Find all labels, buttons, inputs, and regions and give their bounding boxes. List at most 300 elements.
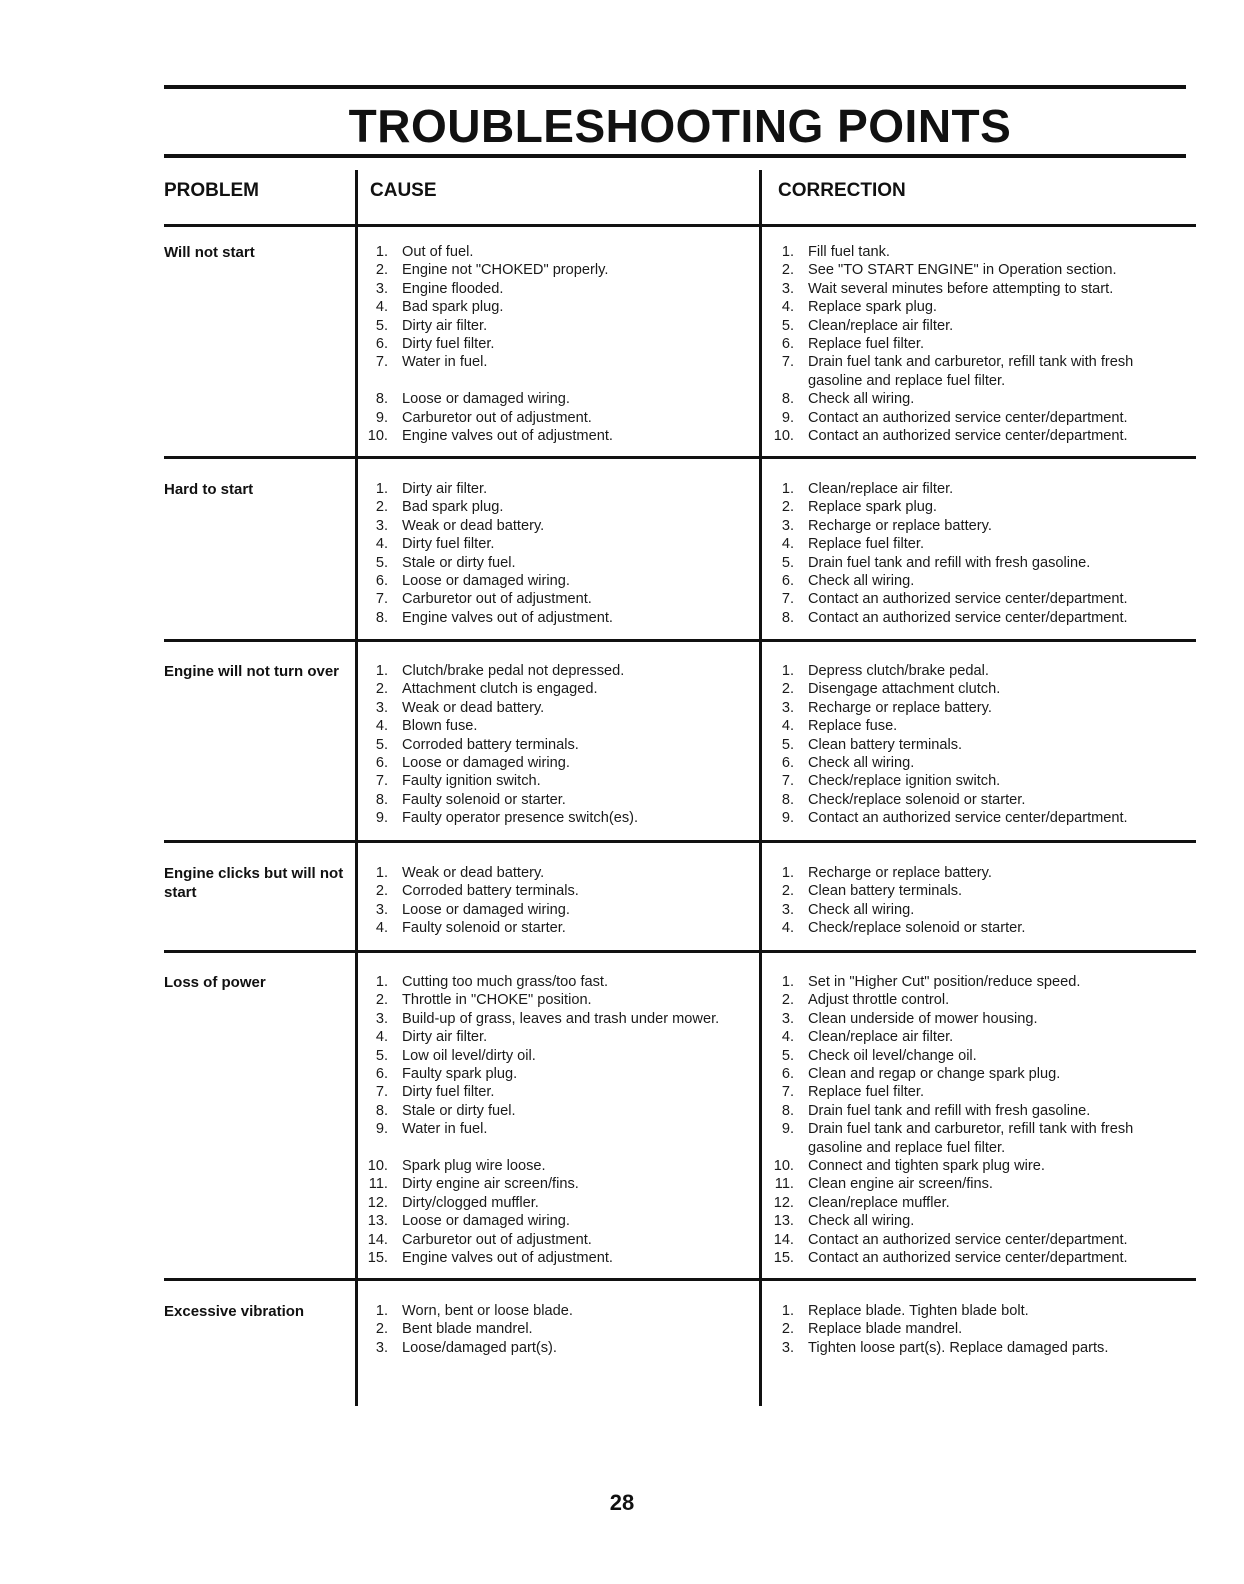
item-text: Faulty ignition switch. [402, 773, 541, 790]
item-number: 6. [781, 336, 794, 353]
item-text: Loose or damaged wiring. [402, 901, 570, 918]
item-text: Clean/replace muffler. [808, 1194, 950, 1211]
item-text: Tighten loose part(s). Replace damaged parts. [808, 1339, 1109, 1356]
item-text: Dirty fuel filter. [402, 1084, 495, 1101]
item-number: 10. [367, 1158, 388, 1175]
item-number: 7. [375, 1084, 388, 1101]
correction-item [770, 1320, 1170, 1338]
cause-item [364, 1339, 754, 1357]
correction-item [770, 1194, 1170, 1212]
item-number: 6. [781, 1066, 794, 1083]
item-number: 9. [375, 1121, 388, 1138]
cause-item [364, 919, 754, 937]
cause-item [364, 1175, 754, 1193]
item-number: 3. [375, 280, 388, 297]
item-text: Dirty air filter. [402, 481, 488, 497]
item-text: Loose or damaged wiring. [402, 573, 570, 590]
item-text: Faulty spark plug. [402, 1066, 518, 1083]
item-text: Clean underside of mower housing. [808, 1010, 1038, 1027]
item-number: 3. [781, 517, 794, 534]
correction-item [770, 1010, 1170, 1028]
item-number: 2. [375, 1321, 388, 1338]
correction-item [770, 353, 1170, 390]
correction-item [770, 427, 1170, 445]
item-number: 8. [781, 391, 794, 408]
header-correction: CORRECTION [778, 180, 906, 201]
cause-item [364, 1010, 754, 1028]
item-text: Weak or dead battery. [402, 699, 545, 716]
cause-item [364, 864, 754, 882]
item-number: 6. [781, 755, 794, 772]
cause-item [364, 1065, 754, 1083]
item-text: Set in "Higher Cut" position/reduce speed. [808, 974, 1081, 990]
item-text: Engine valves out of adjustment. [402, 428, 613, 445]
item-text: Recharge or replace battery. [808, 517, 992, 534]
cause-item [364, 1212, 754, 1230]
item-text: Replace fuel filter. [808, 536, 925, 553]
item-number: 3. [375, 901, 388, 918]
cause-item [364, 717, 754, 735]
cause-list [364, 1302, 754, 1357]
item-text: Replace fuel filter. [808, 1084, 925, 1101]
item-text: Check all wiring. [808, 573, 915, 590]
cause-item [364, 882, 754, 900]
item-number: 8. [375, 609, 388, 626]
item-text: Stale or dirty fuel. [402, 554, 516, 571]
correction-list [770, 864, 1170, 938]
correction-item [770, 736, 1170, 754]
item-number: 10. [773, 1158, 794, 1175]
problem-label: Will not start [164, 244, 255, 261]
item-number: 1. [375, 865, 388, 881]
item-number: 4. [781, 536, 794, 553]
item-text: Clean engine air screen/fins. [808, 1176, 993, 1193]
item-number: 2. [375, 992, 388, 1009]
correction-item [770, 590, 1170, 608]
column-divider-cause [355, 170, 358, 1406]
item-text: Contact an authorized service center/department. [808, 1250, 1128, 1267]
item-number: 11. [774, 1176, 794, 1193]
item-number: 1. [781, 481, 794, 497]
item-text: Check all wiring. [808, 391, 915, 408]
header-cause: CAUSE [370, 180, 437, 201]
item-text: Replace spark plug. [808, 499, 937, 516]
correction-item [770, 754, 1170, 772]
item-number: 15. [367, 1250, 388, 1267]
cause-item [364, 535, 754, 553]
item-number: 1. [375, 244, 388, 260]
item-text: Clean battery terminals. [808, 736, 963, 753]
item-text: Check all wiring. [808, 1213, 915, 1230]
item-number: 5. [375, 736, 388, 753]
item-text: Dirty air filter. [402, 317, 488, 334]
item-number: 1. [781, 974, 794, 990]
correction-item [770, 1065, 1170, 1083]
item-text: Engine not "CHOKED" properly. [402, 262, 609, 279]
item-number: 9. [781, 409, 794, 426]
correction-item [770, 772, 1170, 790]
correction-list [770, 973, 1170, 1268]
item-text: Carburetor out of adjustment. [402, 591, 592, 608]
item-number: 8. [781, 1102, 794, 1119]
cause-item [364, 243, 754, 261]
item-text: Water in fuel. [402, 354, 488, 371]
item-number: 4. [375, 299, 388, 316]
item-number: 6. [781, 573, 794, 590]
item-text: Drain fuel tank and carburetor, refill tank with fresh gasoline and replace fuel filter. [808, 1121, 1134, 1156]
cause-item [364, 662, 754, 680]
item-text: Adjust throttle control. [808, 992, 950, 1009]
correction-item [770, 717, 1170, 735]
correction-item [770, 864, 1170, 882]
item-number: 6. [375, 336, 388, 353]
cause-item [364, 809, 754, 827]
cause-item [364, 1139, 754, 1157]
correction-item [770, 409, 1170, 427]
correction-list [770, 662, 1170, 828]
item-text: Drain fuel tank and carburetor, refill tank with fresh gasoline and replace fuel filter. [808, 354, 1134, 389]
item-number: 7. [375, 773, 388, 790]
item-text: Wait several minutes before attempting to start. [808, 280, 1114, 297]
item-number: 7. [375, 591, 388, 608]
item-text: Worn, bent or loose blade. [402, 1303, 573, 1319]
correction-item [770, 298, 1170, 316]
cause-list [364, 480, 754, 627]
correction-item [770, 1231, 1170, 1249]
item-number: 3. [375, 1010, 388, 1027]
row-divider [164, 1278, 1196, 1281]
item-number: 3. [781, 901, 794, 918]
cause-item [364, 680, 754, 698]
header-rule [164, 224, 1196, 227]
cause-list [364, 662, 754, 828]
item-number: 2. [375, 681, 388, 698]
item-number: 11. [368, 1176, 388, 1193]
item-number: 2. [375, 262, 388, 279]
item-text: Carburetor out of adjustment. [402, 1231, 592, 1248]
row-divider [164, 840, 1196, 843]
item-text: Loose/damaged part(s). [402, 1339, 557, 1356]
item-text: Faulty solenoid or starter. [402, 791, 566, 808]
correction-item [770, 1102, 1170, 1120]
item-text: Contact an authorized service center/department. [808, 591, 1128, 608]
page-number: 28 [609, 1490, 635, 1515]
item-text: Engine valves out of adjustment. [402, 609, 613, 626]
item-number: 8. [375, 391, 388, 408]
item-text: Contact an authorized service center/department. [808, 409, 1128, 426]
correction-item [770, 1302, 1170, 1320]
cause-item [364, 1083, 754, 1101]
item-text: Faulty operator presence switch(es). [402, 810, 639, 827]
cause-item [364, 791, 754, 809]
cause-item [364, 480, 754, 498]
cause-item [364, 572, 754, 590]
item-text: Check/replace solenoid or starter. [808, 791, 1026, 808]
item-text: Replace fuse. [808, 718, 898, 735]
item-number: 2. [375, 883, 388, 900]
item-number: 1. [781, 1303, 794, 1319]
item-text: Loose or damaged wiring. [402, 391, 570, 408]
correction-list [770, 1302, 1170, 1357]
item-number: 4. [781, 299, 794, 316]
item-text: Replace blade mandrel. [808, 1321, 963, 1338]
item-text: Corroded battery terminals. [402, 883, 579, 900]
item-number: 3. [781, 1339, 794, 1356]
item-number: 7. [781, 354, 794, 371]
item-number: 2. [781, 992, 794, 1009]
item-number: 5. [781, 554, 794, 571]
item-text: Check/replace solenoid or starter. [808, 920, 1026, 937]
column-divider-correction [759, 170, 762, 1406]
item-text: Disengage attachment clutch. [808, 681, 1001, 698]
correction-item [770, 1083, 1170, 1101]
cause-item [364, 1120, 754, 1138]
correction-item [770, 699, 1170, 717]
item-number: 9. [781, 1121, 794, 1138]
item-number: 3. [375, 517, 388, 534]
item-number: 13. [773, 1213, 794, 1230]
item-number: 14. [367, 1231, 388, 1248]
item-number: 3. [375, 699, 388, 716]
header-problem: PROBLEM [164, 180, 259, 201]
item-text: Stale or dirty fuel. [402, 1102, 516, 1119]
item-text: Connect and tighten spark plug wire. [808, 1158, 1045, 1175]
item-text: Check oil level/change oil. [808, 1047, 977, 1064]
correction-item [770, 1047, 1170, 1065]
correction-item [770, 662, 1170, 680]
item-number: 5. [375, 317, 388, 334]
cause-item [364, 699, 754, 717]
item-text: Dirty engine air screen/fins. [402, 1176, 579, 1193]
item-text: Bent blade mandrel. [402, 1321, 533, 1338]
correction-item [770, 791, 1170, 809]
item-text: Replace spark plug. [808, 299, 937, 316]
item-number: 4. [781, 718, 794, 735]
item-text: Clutch/brake pedal not depressed. [402, 663, 625, 679]
item-text: See "TO START ENGINE" in Operation section. [808, 262, 1117, 279]
item-number: 1. [375, 974, 388, 990]
correction-item [770, 1157, 1170, 1175]
cause-item [364, 353, 754, 371]
item-number: 4. [375, 536, 388, 553]
cause-item [364, 261, 754, 279]
item-text: Corroded battery terminals. [402, 736, 579, 753]
correction-item [770, 919, 1170, 937]
cause-item [364, 517, 754, 535]
item-number: 1. [781, 244, 794, 260]
item-number: 1. [781, 865, 794, 881]
cause-item [364, 554, 754, 572]
item-text: Check/replace ignition switch. [808, 773, 1001, 790]
correction-list [770, 243, 1170, 445]
cause-item [364, 298, 754, 316]
item-number: 8. [375, 791, 388, 808]
cause-item [364, 609, 754, 627]
item-text: Check all wiring. [808, 901, 915, 918]
correction-item [770, 498, 1170, 516]
item-number: 7. [375, 354, 388, 371]
item-number: 4. [375, 920, 388, 937]
item-text: Recharge or replace battery. [808, 699, 992, 716]
correction-item [770, 261, 1170, 279]
cause-item [364, 772, 754, 790]
correction-item [770, 243, 1170, 261]
item-text: Clean/replace air filter. [808, 317, 954, 334]
item-text: Check all wiring. [808, 755, 915, 772]
item-number: 4. [375, 718, 388, 735]
cause-item [364, 1194, 754, 1212]
item-text: Blown fuse. [402, 718, 478, 735]
item-number: 3. [375, 1339, 388, 1356]
item-text: Contact an authorized service center/department. [808, 810, 1128, 827]
item-number: 7. [781, 773, 794, 790]
cause-item [364, 1102, 754, 1120]
item-text: Recharge or replace battery. [808, 865, 992, 881]
item-number: 9. [375, 810, 388, 827]
cause-item [364, 1320, 754, 1338]
item-text: Attachment clutch is engaged. [402, 681, 598, 698]
correction-item [770, 1175, 1170, 1193]
title-rule [164, 154, 1186, 158]
correction-item [770, 991, 1170, 1009]
item-number: 3. [781, 280, 794, 297]
cause-item [364, 427, 754, 445]
item-number: 13. [367, 1213, 388, 1230]
row-divider [164, 456, 1196, 459]
correction-item [770, 882, 1170, 900]
item-number: 9. [375, 409, 388, 426]
correction-item [770, 1120, 1170, 1157]
correction-item [770, 317, 1170, 335]
item-number: 6. [375, 755, 388, 772]
item-text: Dirty air filter. [402, 1029, 488, 1046]
cause-item [364, 390, 754, 408]
cause-item [364, 1302, 754, 1320]
item-text: Throttle in "CHOKE" position. [402, 992, 592, 1009]
cause-item [364, 1231, 754, 1249]
item-number: 3. [781, 699, 794, 716]
item-text: Replace blade. Tighten blade bolt. [808, 1303, 1029, 1319]
item-number: 1. [375, 481, 388, 497]
item-text: Clean battery terminals. [808, 883, 963, 900]
item-number: 4. [781, 1029, 794, 1046]
cause-item [364, 754, 754, 772]
cause-item [364, 1047, 754, 1065]
item-text: Faulty solenoid or starter. [402, 920, 566, 937]
item-text: Drain fuel tank and refill with fresh gasoline. [808, 1102, 1091, 1119]
cause-item [364, 409, 754, 427]
item-number: 10. [773, 428, 794, 445]
correction-item [770, 1249, 1170, 1267]
item-number: 8. [781, 609, 794, 626]
item-text: Engine flooded. [402, 280, 504, 297]
item-text: Clean/replace air filter. [808, 481, 954, 497]
page-title: TROUBLESHOOTING POINTS [348, 100, 1012, 152]
item-number: 1. [375, 663, 388, 679]
item-text: Out of fuel. [402, 244, 474, 260]
cause-item [364, 372, 754, 390]
item-number: 3. [781, 1010, 794, 1027]
cause-item [364, 280, 754, 298]
correction-item [770, 1339, 1170, 1357]
correction-list [770, 480, 1170, 627]
item-number: 6. [375, 1066, 388, 1083]
item-number: 1. [375, 1303, 388, 1319]
correction-item [770, 335, 1170, 353]
cause-item [364, 1028, 754, 1046]
item-text: Loose or damaged wiring. [402, 755, 570, 772]
item-text: Contact an authorized service center/department. [808, 1231, 1128, 1248]
item-number: 2. [781, 262, 794, 279]
cause-item [364, 335, 754, 353]
item-text: Clean and regap or change spark plug. [808, 1066, 1061, 1083]
item-text: Spark plug wire loose. [402, 1158, 546, 1175]
cause-list [364, 864, 754, 938]
item-number: 15. [773, 1250, 794, 1267]
item-number: 4. [375, 1029, 388, 1046]
cause-item [364, 1157, 754, 1175]
item-number: 5. [375, 1047, 388, 1064]
cause-item [364, 901, 754, 919]
item-text: Dirty fuel filter. [402, 336, 495, 353]
top-rule [164, 85, 1186, 89]
item-number: 7. [781, 1084, 794, 1101]
item-text: Drain fuel tank and refill with fresh gasoline. [808, 554, 1091, 571]
correction-item [770, 517, 1170, 535]
row-divider [164, 950, 1196, 953]
item-number: 5. [781, 736, 794, 753]
item-text: Build-up of grass, leaves and trash under mower. [402, 1010, 720, 1027]
cause-item [364, 498, 754, 516]
item-text: Dirty/clogged muffler. [402, 1194, 539, 1211]
correction-item [770, 535, 1170, 553]
row-divider [164, 639, 1196, 642]
item-text: Depress clutch/brake pedal. [808, 663, 989, 679]
item-number: 5. [375, 554, 388, 571]
item-number: 14. [773, 1231, 794, 1248]
item-number: 5. [781, 1047, 794, 1064]
cause-list [364, 973, 754, 1267]
cause-list [364, 243, 754, 445]
cause-item [364, 991, 754, 1009]
item-text: Bad spark plug. [402, 299, 504, 316]
item-number: 8. [781, 791, 794, 808]
item-number: 2. [781, 499, 794, 516]
problem-label: Excessive vibration [164, 1303, 305, 1320]
correction-item [770, 901, 1170, 919]
item-text: Weak or dead battery. [402, 517, 545, 534]
item-number: 12. [773, 1194, 794, 1211]
correction-item [770, 609, 1170, 627]
item-text: Contact an authorized service center/department. [808, 428, 1128, 445]
item-text: Dirty fuel filter. [402, 536, 495, 553]
item-number: 12. [367, 1194, 388, 1211]
item-number: 2. [781, 1321, 794, 1338]
problem-label: Hard to start [164, 481, 254, 498]
item-text: Engine valves out of adjustment. [402, 1250, 613, 1267]
cause-item [364, 1249, 754, 1267]
item-number: 2. [781, 883, 794, 900]
problem-label: Engine will not turn over [164, 663, 340, 680]
item-number: 7. [781, 591, 794, 608]
cause-item [364, 317, 754, 335]
correction-item [770, 1212, 1170, 1230]
correction-item [770, 390, 1170, 408]
item-text: Carburetor out of adjustment. [402, 409, 592, 426]
item-text: Weak or dead battery. [402, 865, 545, 881]
cause-item [364, 736, 754, 754]
item-text: Replace fuel filter. [808, 336, 925, 353]
